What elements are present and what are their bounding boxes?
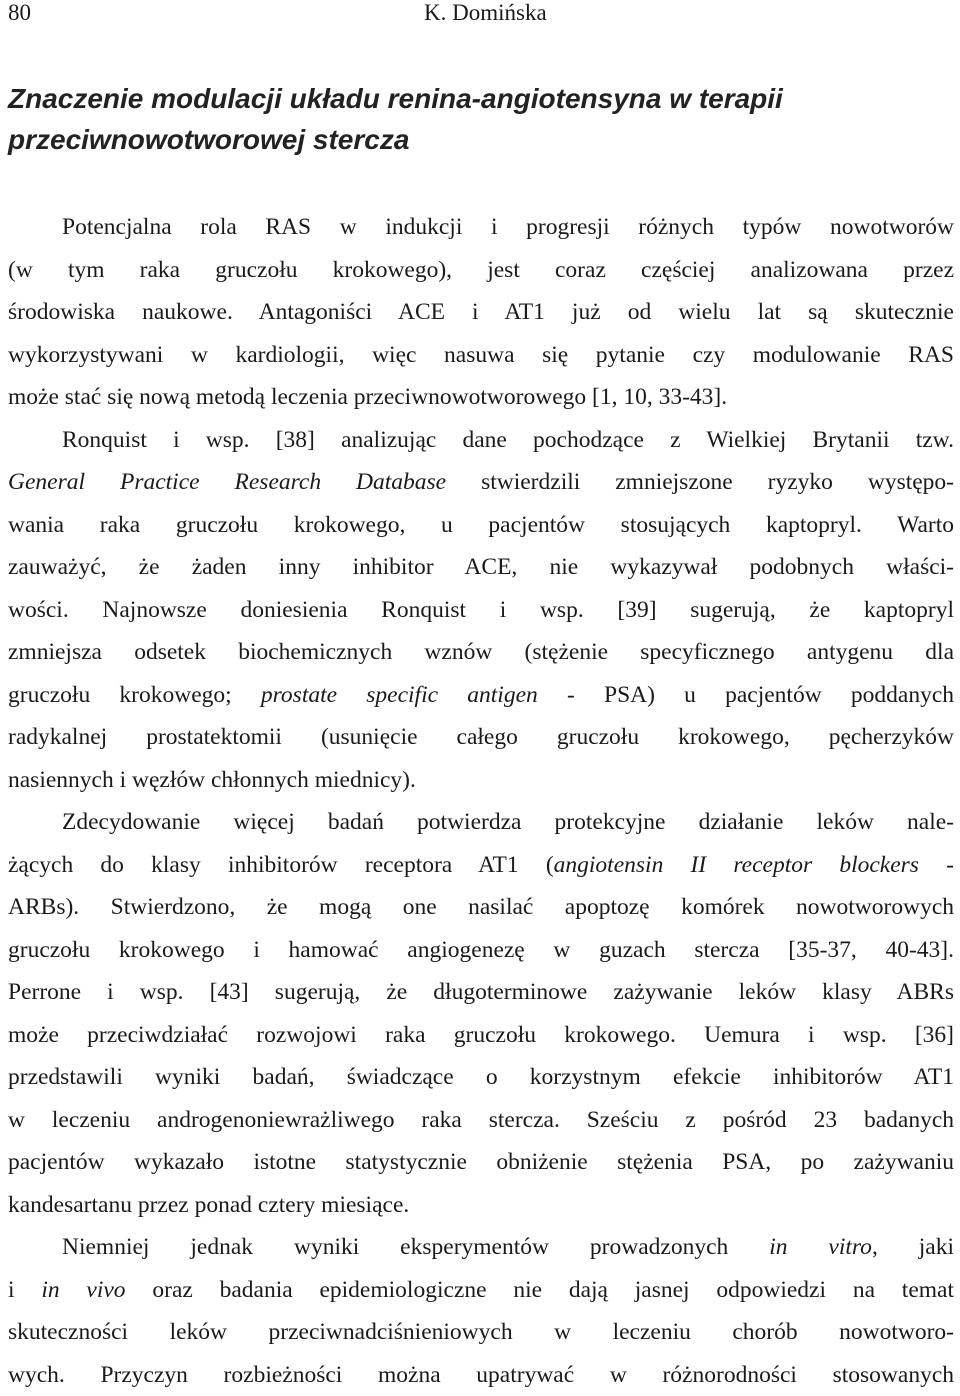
paragraph [8, 1226, 954, 1396]
text-line: wykorzystywani w kardiologii, więc nasuwa się pytanie czy modulowanie RAS [8, 334, 954, 377]
text-run: i [8, 1277, 41, 1303]
text-line: wości. Najnowsze doniesienia Ronquist i wsp. [39] sugerują, że kaptopryl [8, 589, 954, 632]
text-line: przedstawili wyniki badań, świadczące o korzystnym efekcie inhibitorów AT1 [8, 1056, 954, 1099]
text-line [8, 1226, 954, 1269]
text-line [8, 1269, 954, 1312]
text-line: pacjentów wykazało istotne statystycznie obniżenie stężenia PSA, po zażywaniu [8, 1141, 954, 1184]
text-line: zauważyć, że żaden inny inhibitor ACE, nie wykazywał podobnych właści- [8, 546, 954, 589]
text-run: gruczołu krokowego; [8, 682, 261, 708]
text-line: zmniejsza odsetek biochemicznych wznów (stężenie specyficznego antygenu dla [8, 631, 954, 674]
text-line [8, 461, 954, 504]
italic-term: prostate specific antigen [261, 682, 538, 708]
text-line: może przeciwdziałać rozwojowi raka gruczołu krokowego. Uemura i wsp. [36] [8, 1014, 954, 1057]
text-line: Ronquist i wsp. [38] analizując dane pochodzące z Wielkiej Brytanii tzw. [8, 419, 954, 462]
italic-term: angiotensin II receptor blockers [554, 852, 919, 878]
page-number: 80 [8, 0, 31, 26]
text-line: w leczeniu androgenoniewrażliwego raka stercza. Sześciu z pośród 23 badanych [8, 1099, 954, 1142]
text-line: gruczołu krokowego i hamować angiogenezę w guzach stercza [35-37, 40-43]. [8, 929, 954, 972]
text-line: wych. Przyczyn rozbieżności można upatrywać w różnorodności stosowanych [8, 1354, 954, 1396]
page-header [8, 0, 948, 26]
section-title-line: Znaczenie modulacji układu renina-angiotensyna w terapii [8, 78, 938, 119]
text-line: wania raka gruczołu krokowego, u pacjentów stosujących kaptopryl. Warto [8, 504, 954, 547]
text-line: ARBs). Stwierdzono, że mogą one nasilać apoptozę komórek nowotworowych [8, 886, 954, 929]
text-run: stwierdzili zmniejszone ryzyko występo- [446, 469, 954, 495]
text-line: radykalnej prostatektomii (usunięcie całego gruczołu krokowego, pęcherzyków [8, 716, 954, 759]
text-run: , jaki [872, 1234, 954, 1260]
body-text [8, 206, 954, 1396]
text-line: Zdecydowanie więcej badań potwierdza protekcyjne działanie leków nale- [8, 801, 954, 844]
text-run: - PSA) u pacjentów poddanych [538, 682, 954, 708]
italic-term: in vitro [769, 1234, 872, 1260]
text-run: - [919, 852, 954, 878]
text-run: żących do klasy inhibitorów receptora AT1 ( [8, 852, 554, 878]
text-line [8, 674, 954, 717]
text-line: (w tym raka gruczołu krokowego), jest coraz częściej analizowana przez [8, 249, 954, 292]
text-line: Potencjalna rola RAS w indukcji i progresji różnych typów nowotworów [8, 206, 954, 249]
section-title [8, 78, 938, 160]
text-line: może stać się nową metodą leczenia przeciwnowotworowego [1, 10, 33-43]. [8, 376, 954, 419]
text-line: środowiska naukowe. Antagoniści ACE i AT1 już od wielu lat są skutecznie [8, 291, 954, 334]
text-run: Niemniej jednak wyniki eksperymentów prowadzonych [62, 1234, 769, 1260]
text-line: nasiennych i węzłów chłonnych miednicy). [8, 759, 954, 802]
italic-term: General Practice Research Database [8, 469, 446, 495]
section-title-line: przeciwnowotworowej stercza [8, 119, 938, 160]
text-run: oraz badania epidemiologiczne nie dają jasnej odpowiedzi na temat [126, 1277, 954, 1303]
italic-term: in vivo [41, 1277, 125, 1303]
paragraph [8, 206, 954, 801]
paragraph [8, 801, 954, 1226]
text-line: kandesartanu przez ponad cztery miesiące. [8, 1184, 954, 1227]
text-line: Perrone i wsp. [43] sugerują, że długoterminowe zażywanie leków klasy ABRs [8, 971, 954, 1014]
text-line: skuteczności leków przeciwnadciśnieniowych w leczeniu chorób nowotworo- [8, 1311, 954, 1354]
text-line [8, 844, 954, 887]
running-head: K. Domińska [424, 0, 547, 26]
